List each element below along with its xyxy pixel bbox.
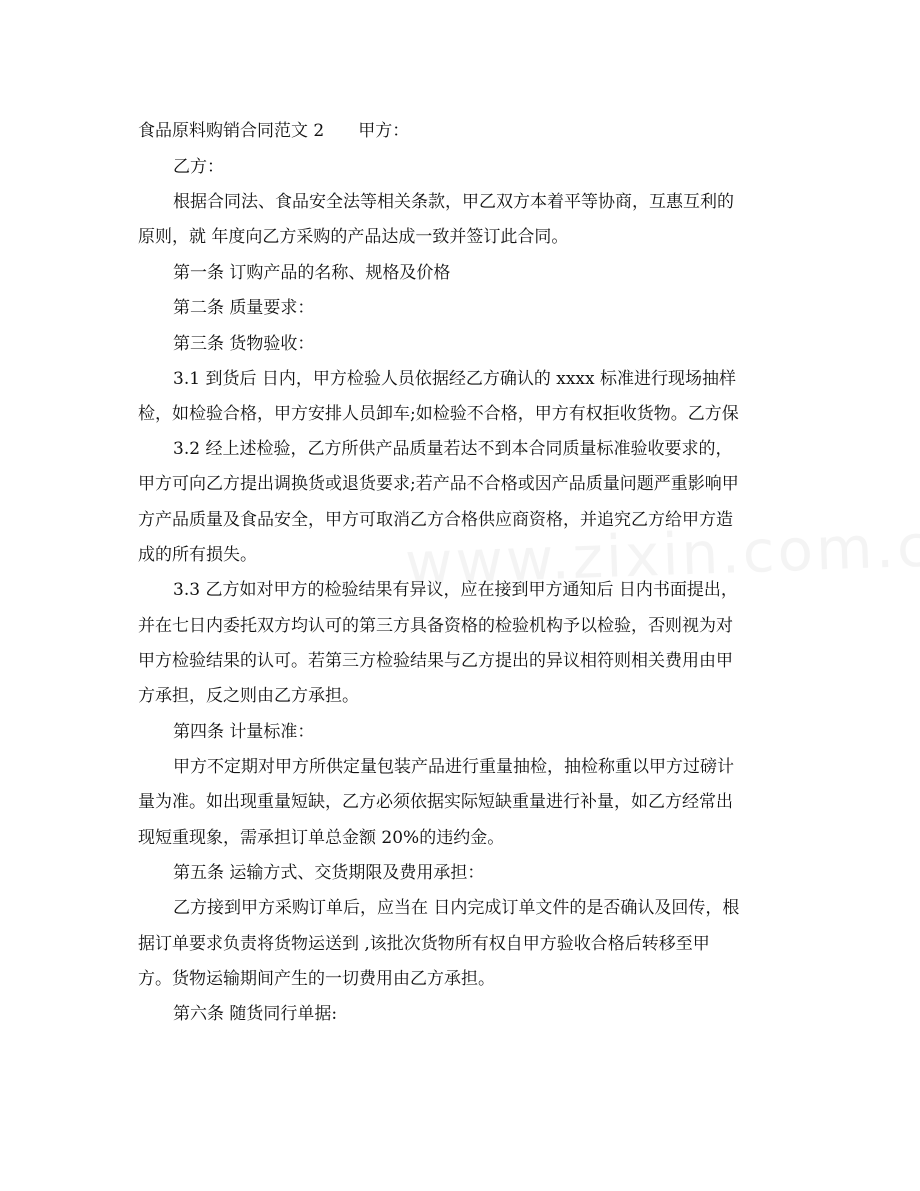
paragraph-line: 量为准。如出现重量短缺，乙方必须依据实际短缺重量进行补量，如乙方经常出 (138, 792, 733, 812)
article-heading: 第五条 运输方式、交货期限及费用承担： (173, 863, 485, 883)
paragraph-line: 甲方检验结果的认可。若第三方检验结果与乙方提出的异议相符则相关费用由甲 (138, 651, 733, 671)
paragraph-line: 3.3 乙方如对甲方的检验结果有异议，应在接到甲方通知后 日内书面提出， (173, 580, 738, 600)
article-heading: 第二条 质量要求： (173, 298, 315, 318)
paragraph-line: 成的所有损失。 (138, 545, 257, 565)
paragraph-line: 原则，就 年度向乙方采购的产品达成一致并签订此合同。 (138, 227, 569, 247)
paragraph-line: 3.2 经上述检验，乙方所供产品质量若达不到本合同质量标准验收要求的， (173, 439, 733, 459)
paragraph-line: 现短重现象，需承担订单总金额 20%的违约金。 (138, 828, 505, 848)
title-row (138, 119, 409, 143)
paragraph-line: 甲方不定期对甲方所供定量包装产品进行重量抽检，抽检称重以甲方过磅计 (173, 757, 734, 777)
document-title: 食品原料购销合同范文 2 (138, 121, 325, 141)
paragraph-line: 3.1 到货后 日内，甲方检验人员依据经乙方确认的 xxxx 标准进行现场抽样 (173, 369, 736, 389)
article-heading: 第一条 订购产品的名称、规格及价格 (173, 263, 451, 283)
paragraph-line: 检，如检验合格，甲方安排人员卸车;如检验不合格，甲方有权拒收货物。乙方保 (138, 404, 739, 424)
paragraph-line: 乙方接到甲方采购订单后，应当在 日内完成订单文件的是否确认及回传，根 (173, 898, 740, 918)
paragraph-line: 根据合同法、食品安全法等相关条款，甲乙双方本着平等协商，互惠互利的 (173, 192, 734, 212)
paragraph-line: 并在七日内委托双方均认可的第三方具备资格的检验机构予以检验，否则视为对 (138, 616, 733, 636)
party-b-label: 乙方： (173, 157, 224, 177)
article-heading: 第六条 随货同行单据: (173, 1004, 338, 1024)
paragraph-line: 甲方可向乙方提出调换货或退货要求;若产品不合格或因产品质量问题严重影响甲 (138, 474, 739, 494)
article-heading: 第四条 计量标准： (173, 722, 315, 742)
paragraph-line: 方承担，反之则由乙方承担。 (138, 686, 359, 706)
paragraph-line: 方。货物运输期间产生的一切费用由乙方承担。 (138, 969, 495, 989)
paragraph-line: 方产品质量及食品安全，甲方可取消乙方合格供应商资格，并追究乙方给甲方造 (138, 510, 733, 530)
article-heading: 第三条 货物验收： (173, 334, 315, 354)
party-a-label: 甲方： (358, 121, 410, 141)
paragraph-line: 据订单要求负责将货物运送到 ,该批次货物所有权自甲方验收合格后转移至甲 (138, 934, 710, 954)
